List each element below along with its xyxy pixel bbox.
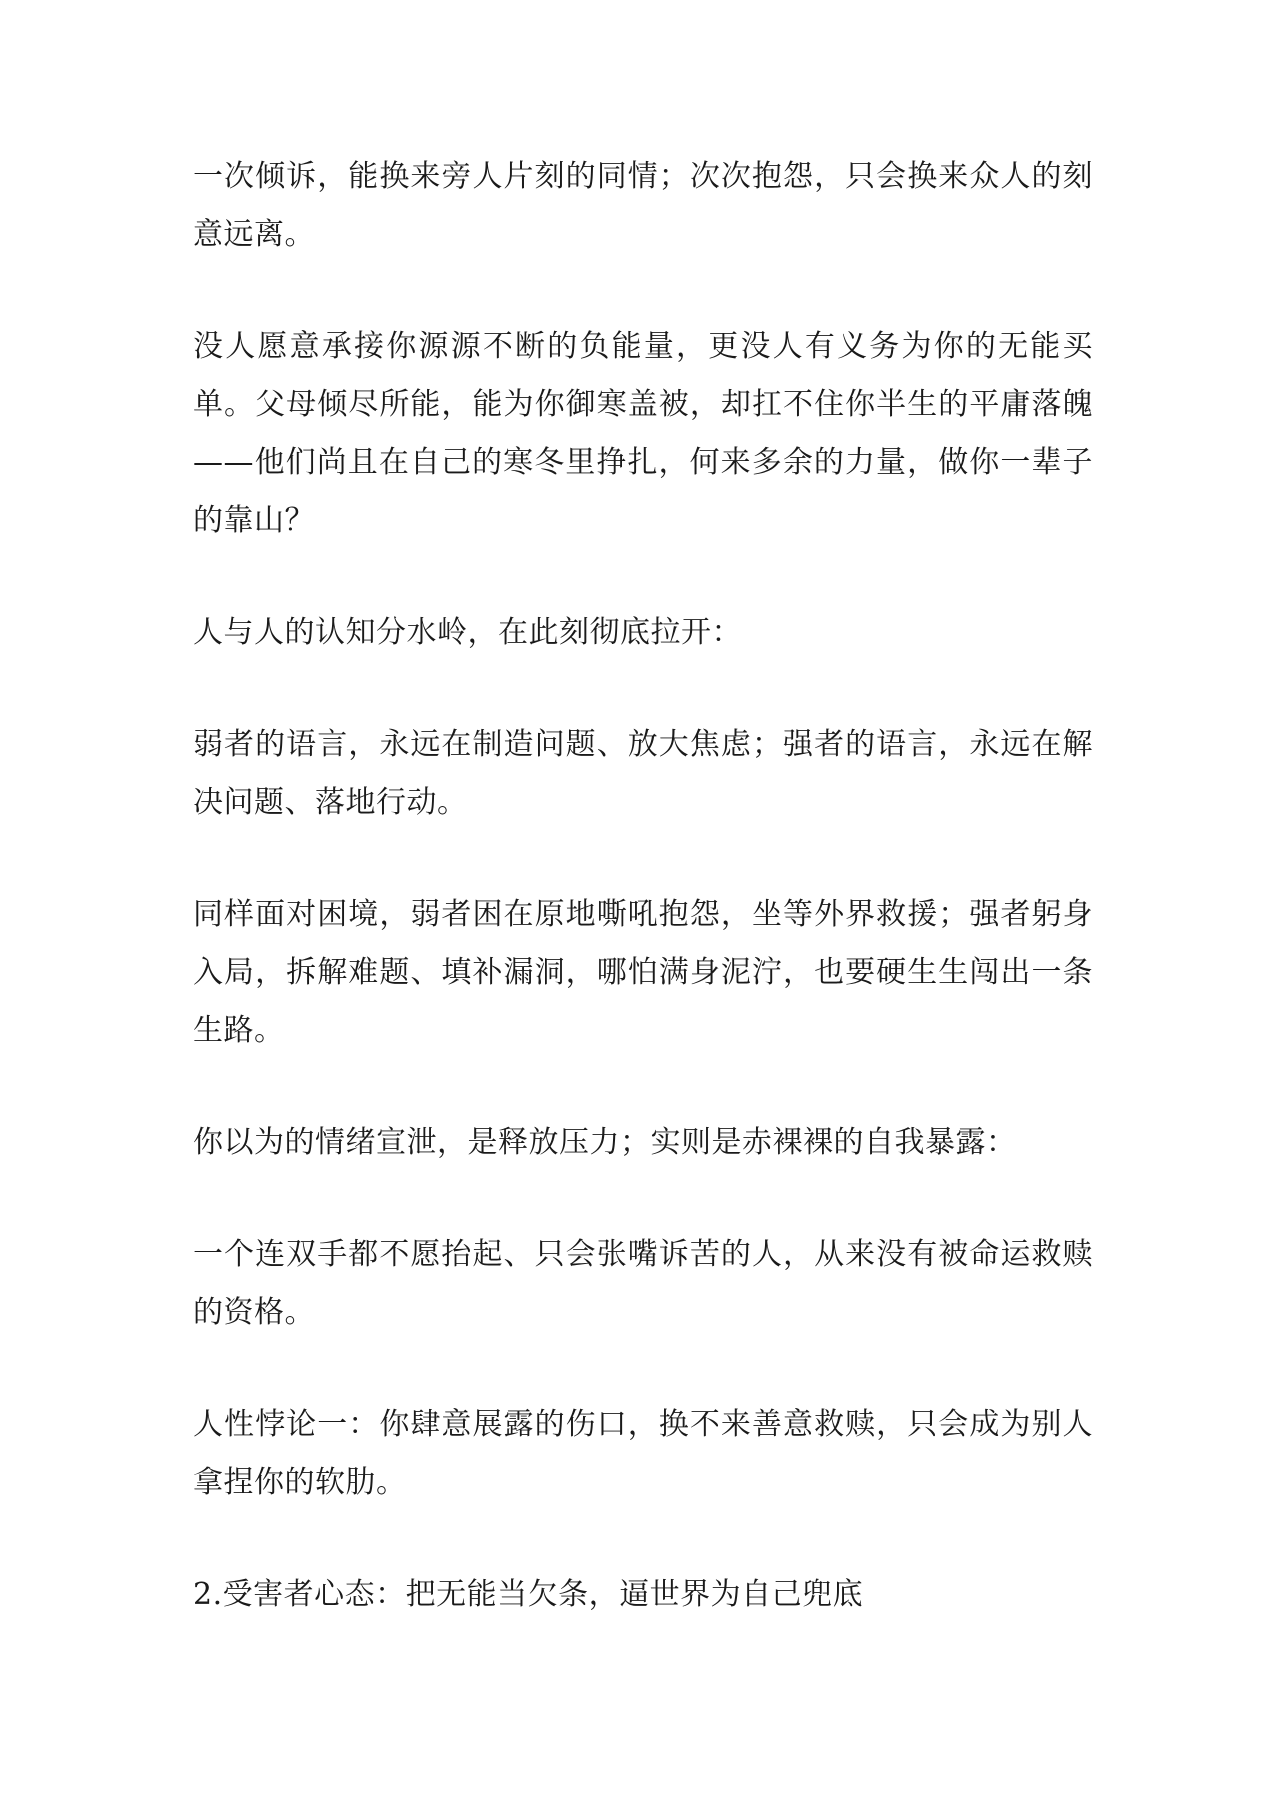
paragraph: 人与人的认知分水岭，在此刻彻底拉开： — [193, 615, 742, 650]
paragraph: 同样面对困境，弱者困在原地嘶吼抱怨，坐等外界救援；强者躬身入局，拆解难题、填补漏洞，哪怕满身泥泞，也要硬生生闯出一条生路。 — [193, 897, 1093, 1048]
paragraph: 你以为的情绪宣泄，是释放压力；实则是赤裸裸的自我暴露： — [193, 1125, 1017, 1160]
paragraph: 没人愿意承接你源源不断的负能量，更没人有义务为你的无能买单。父母倾尽所能，能为你御寒盖被，却扛不住你半生的平庸落魄——他们尚且在自己的寒冬里挣扎，何来多余的力量，做你一辈子的靠山？ — [193, 329, 1093, 538]
paragraph: 弱者的语言，永远在制造问题、放大焦虑；强者的语言，永远在解决问题、落地行动。 — [193, 727, 1093, 820]
paragraph: 人性悖论一：你肆意展露的伤口，换不来善意救赎，只会成为别人拿捏你的软肋。 — [193, 1407, 1093, 1500]
document-body — [193, 148, 1093, 1678]
section-heading: 2.受害者心态：把无能当欠条，逼世界为自己兜底 — [193, 1577, 864, 1612]
paragraph: 一个连双手都不愿抬起、只会张嘴诉苦的人，从来没有被命运救赎的资格。 — [193, 1237, 1093, 1330]
paragraph: 一次倾诉，能换来旁人片刻的同情；次次抱怨，只会换来众人的刻意远离。 — [193, 159, 1093, 252]
